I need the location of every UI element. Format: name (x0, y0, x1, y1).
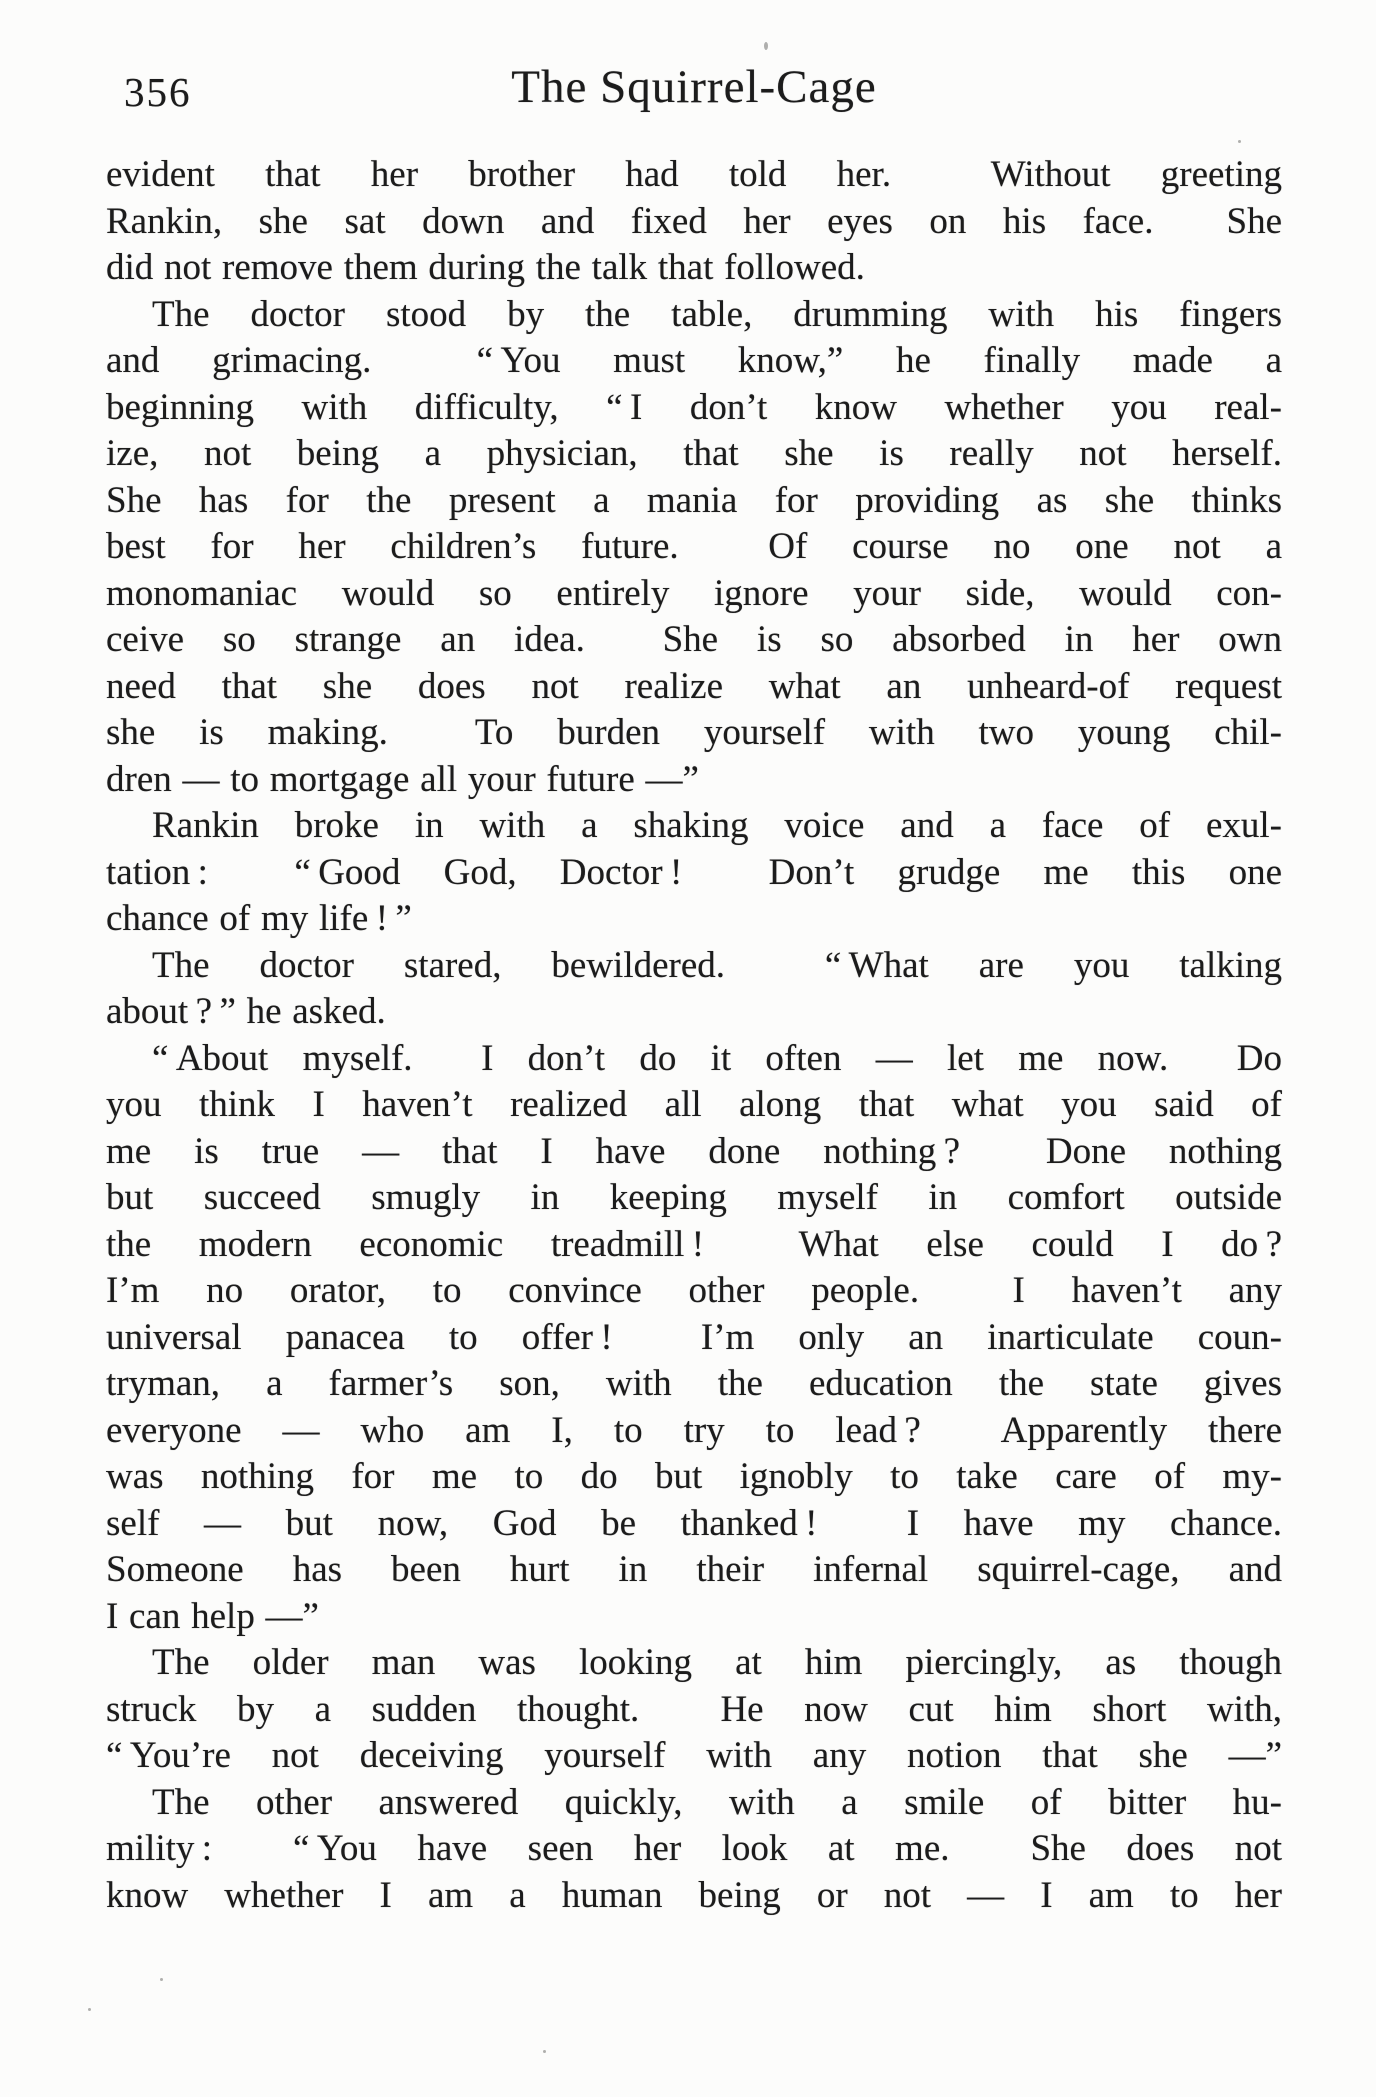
running-title: The Squirrel-Cage (511, 61, 877, 113)
text-line: me is true — that I have done nothing ? Done nothing (106, 1130, 1282, 1172)
text-line: the modern economic treadmill ! What else could I do ? (106, 1223, 1282, 1265)
page-header (106, 60, 1282, 130)
scan-speck (1238, 140, 1241, 143)
text-line: beginning with difficulty, “ I don’t know whether you real- (106, 386, 1282, 428)
text-line: about ? ” he asked. (106, 991, 386, 1032)
text-line: I can help —” (106, 1595, 319, 1637)
text-line: mility : “ You have seen her look at me. She does not (106, 1828, 1282, 1869)
text-line: self — but now, God be thanked ! I have my chance. (106, 1502, 1282, 1544)
text-line: need that she does not realize what an unheard-of request (106, 665, 1282, 707)
text-line: chance of my life ! ” (106, 898, 412, 939)
text-line: you think I haven’t realized all along that what you said of (106, 1084, 1282, 1125)
text-line: Someone has been hurt in their infernal squirrel-cage, and (106, 1549, 1282, 1590)
page-number: 356 (124, 69, 192, 115)
text-line: evident that her brother had told her. Without greeting (106, 154, 1282, 195)
text-line: I’m no orator, to convince other people. I haven’t any (106, 1270, 1282, 1311)
text-line: The other answered quickly, with a smile of bitter hu- (152, 1781, 1282, 1823)
text-line: tation : “ Good God, Doctor ! Don’t grudge me this one (106, 851, 1282, 893)
text-line: “ About myself. I don’t do it often — let me now. Do (152, 1037, 1282, 1079)
text-line: The older man was looking at him piercingly, as though (152, 1642, 1282, 1683)
text-line: The doctor stared, bewildered. “ What are you talking (152, 944, 1282, 986)
scan-speck (88, 2008, 91, 2011)
body-text (106, 152, 1282, 1919)
text-line: The doctor stood by the table, drumming with his fingers (152, 293, 1282, 335)
text-line: monomaniac would so entirely ignore your side, would con- (106, 572, 1282, 614)
text-line: and grimacing. “ You must know,” he finally made a (106, 340, 1282, 381)
text-line: Rankin broke in with a shaking voice and a face of exul- (152, 805, 1282, 846)
scan-speck (543, 2050, 546, 2053)
text-line: best for her children’s future. Of course no one not a (106, 526, 1282, 567)
text-line: She has for the present a mania for providing as she thinks (106, 479, 1282, 521)
text-line: know whether I am a human being or not — I am to her (106, 1874, 1282, 1916)
text-line: she is making. To burden yourself with two young chil- (106, 712, 1282, 753)
text-line: dren — to mortgage all your future —” (106, 758, 699, 800)
text-line: ceive so strange an idea. She is so absorbed in her own (106, 619, 1282, 660)
scan-speck (764, 42, 768, 50)
scan-speck (160, 1978, 163, 1981)
text-line: struck by a sudden thought. He now cut him short with, (106, 1688, 1282, 1730)
text-line: tryman, a farmer’s son, with the education the state gives (106, 1363, 1282, 1404)
text-line: ize, not being a physician, that she is really not herself. (106, 433, 1282, 474)
text-line: everyone — who am I, to try to lead ? Apparently there (106, 1409, 1282, 1451)
text-line: universal panacea to offer ! I’m only an inarticulate coun- (106, 1316, 1282, 1358)
text-line: did not remove them during the talk that followed. (106, 247, 865, 288)
text-line: “ You’re not deceiving yourself with any notion that she —” (106, 1735, 1282, 1776)
text-line: was nothing for me to do but ignobly to take care of my- (106, 1456, 1282, 1497)
text-line: Rankin, she sat down and fixed her eyes on his face. She (106, 200, 1282, 242)
text-line: but succeed smugly in keeping myself in comfort outside (106, 1177, 1282, 1218)
